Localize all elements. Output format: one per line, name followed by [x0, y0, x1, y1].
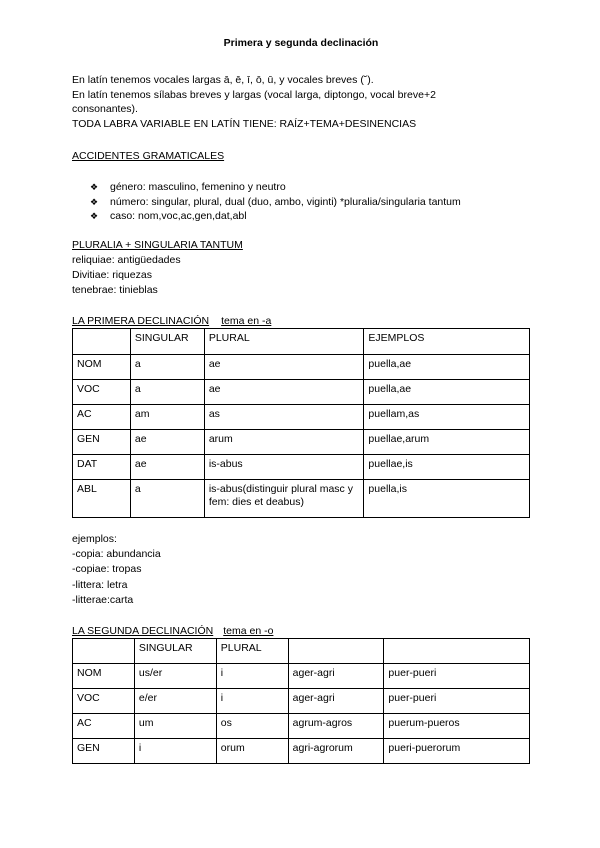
pluralia-heading: PLURALIA + SINGULARIA TANTUM: [72, 239, 243, 251]
segunda-heading: LA SEGUNDA DECLINACIÓN: [72, 625, 214, 637]
primera-heading-row: [72, 315, 271, 328]
intro-line-2: En latín tenemos sílabas breves y largas (vocal larga, diptongo, vocal breve+2: [72, 89, 436, 101]
column-header: SINGULAR: [134, 639, 216, 664]
table-row: NOM a ae puella,ae: [73, 355, 530, 380]
ejemplos-label: ejemplos:: [72, 533, 117, 545]
diamond-bullet-icon: ❖: [90, 211, 99, 221]
diamond-bullet-icon: ❖: [90, 182, 99, 192]
table-row: NOM us/er i ager-agri puer-pueri: [73, 664, 530, 689]
primera-subheading: tema en -a: [221, 315, 272, 327]
intro-line-4: TODA LABRA VARIABLE EN LATÍN TIENE: RAÍZ+TEMA+DESINENCIAS: [72, 118, 417, 130]
table-row: DAT ae is-abus puellae,is: [73, 455, 530, 480]
pluralia-line-2: Divitiae: riquezas: [72, 269, 152, 281]
primera-heading: LA PRIMERA DECLINACIÓN: [72, 315, 210, 327]
ejemplos-line-1: -copia: abundancia: [72, 548, 161, 560]
table-row: [73, 329, 530, 355]
list-item: ❖ número: singular, plural, dual (duo, ambo, viginti) *pluralia/singularia tantum: [90, 195, 461, 208]
list-item: ❖ caso: nom,voc,ac,gen,dat,abl: [90, 210, 247, 222]
table-row: GEN i orum agri-agrorum pueri-puerorum: [73, 739, 530, 764]
ejemplos-line-2: -copiae: tropas: [72, 563, 142, 575]
page-title: Primera y segunda declinación: [223, 37, 379, 49]
column-header: PLURAL: [204, 329, 364, 355]
pluralia-line-3: tenebrae: tinieblas: [72, 284, 158, 296]
column-header: EJEMPLOS: [364, 329, 530, 355]
table-row: VOC a ae puella,ae: [73, 380, 530, 405]
table-row: [73, 639, 530, 664]
primera-declinacion-table: [72, 328, 530, 518]
table-row: AC um os agrum-agros puerum-pueros: [73, 714, 530, 739]
column-header: SINGULAR: [130, 329, 204, 355]
accidentes-list: [90, 180, 461, 224]
segunda-heading-row: [72, 625, 273, 638]
table-row: GEN ae arum puellae,arum: [73, 430, 530, 455]
intro-line-1: En latín tenemos vocales largas ā, ē, ī, ō, ū, y vocales breves (˘).: [72, 74, 374, 86]
intro-line-3: consonantes).: [72, 103, 138, 115]
table-row: ABL a is-abus(distinguir plural masc y fem: dies et deabus) puella,is: [73, 480, 530, 518]
ejemplos-line-3: -littera: letra: [72, 579, 128, 591]
segunda-subheading: tema en -o: [223, 625, 274, 637]
segunda-declinacion-table: [72, 638, 530, 764]
table-row: VOC e/er i ager-agri puer-pueri: [73, 689, 530, 714]
accidentes-heading: ACCIDENTES GRAMATICALES: [72, 150, 225, 162]
list-item: ❖ género: masculino, femenino y neutro: [90, 181, 286, 193]
diamond-bullet-icon: ❖: [90, 196, 99, 207]
table-row: AC am as puellam,as: [73, 405, 530, 430]
ejemplos-line-4: -litterae:carta: [72, 594, 134, 606]
pluralia-line-1: reliquiae: antigüedades: [72, 254, 181, 266]
column-header: PLURAL: [216, 639, 288, 664]
